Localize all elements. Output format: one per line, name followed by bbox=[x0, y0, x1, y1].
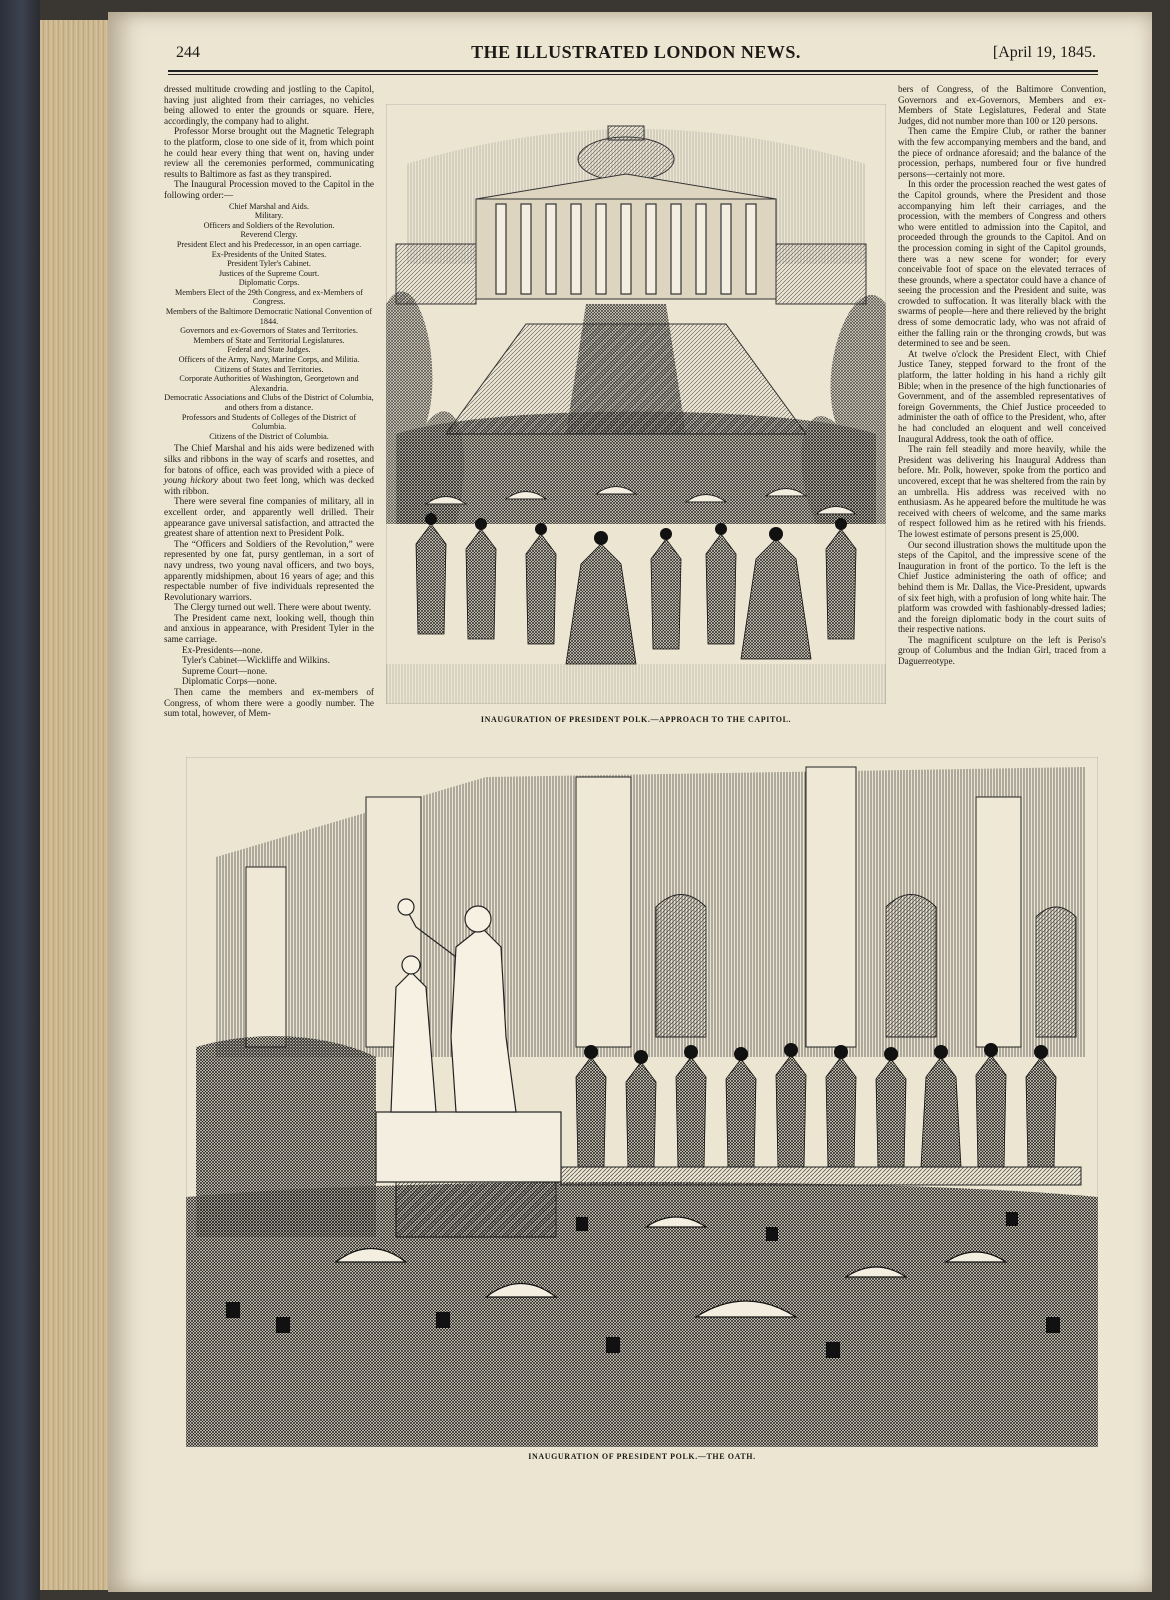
list-item: Officers of the Army, Navy, Marine Corps, and Militia. bbox=[178, 355, 360, 365]
paragraph: The President came next, looking well, though thin and anxious in appearance, with President Tyler in the same carriage. bbox=[164, 612, 374, 645]
newspaper-page bbox=[108, 12, 1152, 1592]
paragraph bbox=[164, 443, 374, 496]
list-item: Corporate Authorities of Washington, Georgetown and Alexandria. bbox=[179, 374, 359, 393]
text-span: about two feet long, which was decked with ribbon. bbox=[164, 475, 374, 496]
header-rule-thin bbox=[168, 74, 1098, 75]
right-text-column bbox=[898, 84, 1106, 667]
procession-list bbox=[164, 202, 374, 442]
engraving-capitol bbox=[386, 104, 886, 704]
paragraph: The magnificent sculpture on the left is Periso's group of Columbus and the Indian Girl, traced from a Daguerreotype. bbox=[898, 634, 1106, 667]
list-item: Chief Marshal and Aids. bbox=[228, 201, 310, 211]
list-item: President Tyler's Cabinet. bbox=[227, 259, 311, 269]
list-item: Military. bbox=[254, 211, 284, 221]
list-item: Reverend Clergy. bbox=[240, 230, 298, 240]
list-item: Diplomatic Corps. bbox=[238, 278, 300, 288]
caption-top: INAUGURATION OF PRESIDENT POLK.—APPROACH TO THE CAPITOL. bbox=[480, 715, 792, 724]
illustration-approach-capitol bbox=[386, 104, 886, 704]
page-edges bbox=[40, 20, 110, 1590]
publication-title: THE ILLUSTRATED LONDON NEWS. bbox=[471, 42, 801, 62]
emphasis-text: young hickory bbox=[164, 475, 218, 486]
short-line: Tyler's Cabinet—Wickliffe and Wilkins. bbox=[182, 655, 330, 666]
text-span: The Chief Marshal and his aids were bedizened with silks and ribbons in the way of scarfs and rosettes, and for batons of office, each was provided with a piece of bbox=[164, 443, 374, 475]
paragraph: Then came the Empire Club, or rather the banner with the few accompanying members and the band, and the piece of ordnance aforesaid; and the balance of the procession, perhaps, numbered four or five hundred persons—certainly not more. bbox=[898, 126, 1106, 179]
short-line: Diplomatic Corps—none. bbox=[182, 676, 277, 687]
list-item: Governors and ex-Governors of States and Territories. bbox=[180, 326, 358, 336]
paragraph: Professor Morse brought out the Magnetic Telegraph to the platform, close to one side of it, from which point he could hear every thing that went on, having under review all the ceremonies performed, communicating results to Baltimore as fast as they transpired. bbox=[164, 126, 374, 179]
paragraph: At twelve o'clock the President Elect, with Chief Justice Taney, stepped forward to the front of the platform, the latter holding in his hand a richly gilt Bible; when in the presence of the high functionaries of Government, and of the assembled representatives of foreign Governments, the Chief Justice proceeded to administer the oath of office to the President, who, after he had concluded an eloquent and well conceived Inaugural Address, took the oath of office. bbox=[898, 348, 1106, 444]
illustration-oath bbox=[186, 757, 1098, 1447]
paragraph: Then came the members and ex-members of Congress, of whom there were a goodly number. The sum total, however, of Mem- bbox=[164, 687, 374, 719]
paragraph: The “Officers and Soldiers of the Revolution,” were represented by one fat, pursy gentleman, in a sort of navy undress, two young naval officers, and two boys, apparently midshipmen, about 16 years of age; and this respectable number of five individuals represented the Revolutionary warriors. bbox=[164, 538, 374, 602]
list-item: Citizens of States and Territories. bbox=[214, 364, 324, 374]
list-item: Citizens of the District of Columbia. bbox=[209, 431, 329, 441]
list-item: Officers and Soldiers of the Revolution. bbox=[203, 220, 335, 230]
short-line: Supreme Court—none. bbox=[182, 665, 268, 676]
issue-date: [April 19, 1845. bbox=[992, 44, 1096, 61]
paragraph: The rain fell steadily and more heavily, while the President was delivering his Inaugural Address than before. Mr. Polk, however, spoke from the portico and uncovered, except that he was sheltered from the rain by an umbrella. His address was received with no enthusiasm. As he appeared before the multitude he was received with cheers of welcome, and the same marks of respect followed him as he retired with his friends. The lowest estimate of persons present is 25,000. bbox=[898, 444, 1106, 539]
paragraph: In this order the procession reached the west gates of the Capitol grounds, where the President and those accompanying him left their carriages, and the procession, with the members of Congress and others who were entitled to admission into the Capitol, and proceeded through the grounds to the Capitol. And on the procession coming in sight of the Capitol grounds, there was a new scene for wonder; for every conceivable foot of space on the elevated terraces of these grounds, where a spectator could have a chance of seeing the procession and the President and suite, was crowded to suffocation. It was literally black with the swarms of people—here and there relieved by the bright dress of some democratic lady, who was not afraid of either the falling rain or the thronging crowds, but was determined to see and be seen. bbox=[898, 179, 1106, 349]
list-item: Democratic Associations and Clubs of the District of Columbia, and others from a distance. bbox=[164, 393, 374, 412]
page-header bbox=[176, 42, 1096, 68]
paragraph: Our second illustration shows the multitude upon the steps of the Capitol, and the impressive scene of the Inauguration in front of the portico. To the left is the Chief Justice administering the oath of office; and behind them is Mr. Dallas, the Vice-President, upwards of six feet high, with a profusion of long white hair. The platform was crowded with fashionably-dressed ladies; and the foreign diplomatic body in the court suits of their respective nations. bbox=[898, 539, 1106, 635]
paragraph: The Clergy turned out well. There were about twenty. bbox=[174, 602, 372, 613]
book-binding bbox=[0, 0, 40, 1600]
left-text-column bbox=[164, 84, 374, 719]
list-item: Members of the Baltimore Democratic National Convention of 1844. bbox=[165, 307, 373, 326]
list-item: Justices of the Supreme Court. bbox=[218, 268, 320, 278]
paragraph: The Inaugural Procession moved to the Capitol in the following order:— bbox=[164, 179, 374, 200]
list-item: Federal and State Judges. bbox=[227, 345, 311, 355]
engraving-oath bbox=[186, 757, 1098, 1447]
list-item: Members Elect of the 29th Congress, and ex-Members of Congress. bbox=[174, 287, 364, 307]
paragraph: There were several fine companies of military, all in excellent order, and apparently well drilled. Their appearance gave universal satisfaction, and attracted the greatest share of attention next to President Polk. bbox=[164, 496, 374, 539]
paragraph: bers of Congress, of the Baltimore Convention, Governors and ex-Governors, Members and ex-Members of State Legislatures, Federal and State Judges, did not number more than 100 or 120 persons. bbox=[898, 84, 1106, 126]
list-item: Professors and Students of Colleges of the District of Columbia. bbox=[181, 412, 357, 432]
caption-bottom: INAUGURATION OF PRESIDENT POLK.—THE OATH. bbox=[528, 1452, 756, 1461]
list-item: Ex-Presidents of the United States. bbox=[211, 249, 327, 259]
short-line: Ex-Presidents—none. bbox=[182, 644, 263, 655]
page-number: 244 bbox=[176, 44, 200, 61]
header-rule bbox=[168, 70, 1098, 72]
list-item: President Elect and his Predecessor, in an open carriage. bbox=[176, 239, 362, 249]
paragraph: dressed multitude crowding and jostling to the Capitol, having just alighted from their carriages, no vehicles being allowed to enter the grounds or square. Here, accordingly, the company had to alight. bbox=[164, 84, 374, 126]
list-item: Members of State and Territorial Legislatures. bbox=[193, 335, 345, 345]
